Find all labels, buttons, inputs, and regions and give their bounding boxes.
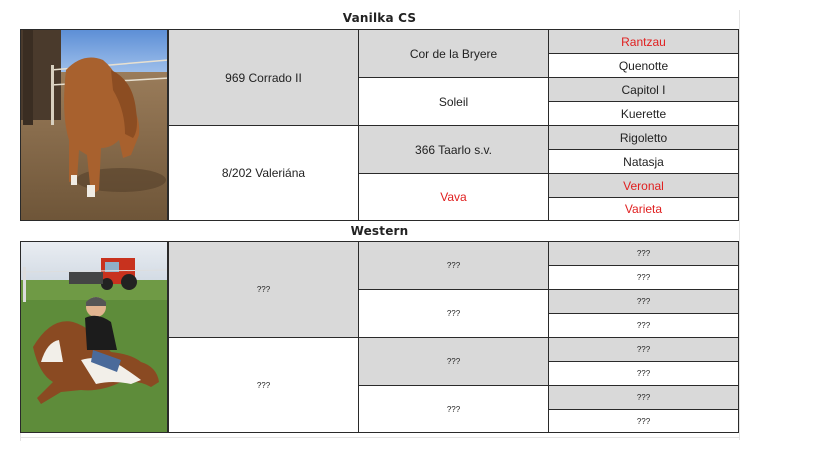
great-grandparent-cell: ??? xyxy=(548,241,739,266)
great-grandparent-cell: Quenotte xyxy=(548,53,739,78)
dam-cell: 8/202 Valeriána xyxy=(168,125,359,221)
great-grandparent-cell: ??? xyxy=(548,385,739,410)
sire-dam-cell: Soleil xyxy=(358,77,549,126)
dam-sire-cell: ??? xyxy=(358,337,549,386)
great-grandparent-cell: Veronal xyxy=(548,173,739,198)
sire-sire-cell: ??? xyxy=(358,241,549,290)
great-grandparent-cell: Rigoletto xyxy=(548,125,739,150)
pedigree-title: Western xyxy=(350,224,409,238)
great-grandparent-cell: ??? xyxy=(548,289,739,314)
dam-dam-cell: Vava xyxy=(358,173,549,221)
dam-sire-cell: 366 Taarlo s.v. xyxy=(358,125,549,174)
great-grandparent-cell: ??? xyxy=(548,361,739,386)
great-grandparent-cell: ??? xyxy=(548,337,739,362)
sire-cell: ??? xyxy=(168,241,359,338)
great-grandparent-cell: Natasja xyxy=(548,149,739,174)
great-grandparent-cell: Varieta xyxy=(548,197,739,221)
dam-cell: ??? xyxy=(168,337,359,433)
great-grandparent-cell: ??? xyxy=(548,409,739,433)
dam-dam-cell: ??? xyxy=(358,385,549,433)
great-grandparent-cell: ??? xyxy=(548,265,739,290)
great-grandparent-cell: Capitol I xyxy=(548,77,739,102)
horse-photo xyxy=(20,29,168,221)
great-grandparent-cell: ??? xyxy=(548,313,739,338)
sire-sire-cell: Cor de la Bryere xyxy=(358,29,549,78)
sire-dam-cell: ??? xyxy=(358,289,549,338)
great-grandparent-cell: Kuerette xyxy=(548,101,739,126)
rider-horse-photo xyxy=(20,241,168,433)
pedigree-title: Vanilka CS xyxy=(342,11,417,25)
great-grandparent-cell: Rantzau xyxy=(548,29,739,54)
sire-cell: 969 Corrado II xyxy=(168,29,359,126)
